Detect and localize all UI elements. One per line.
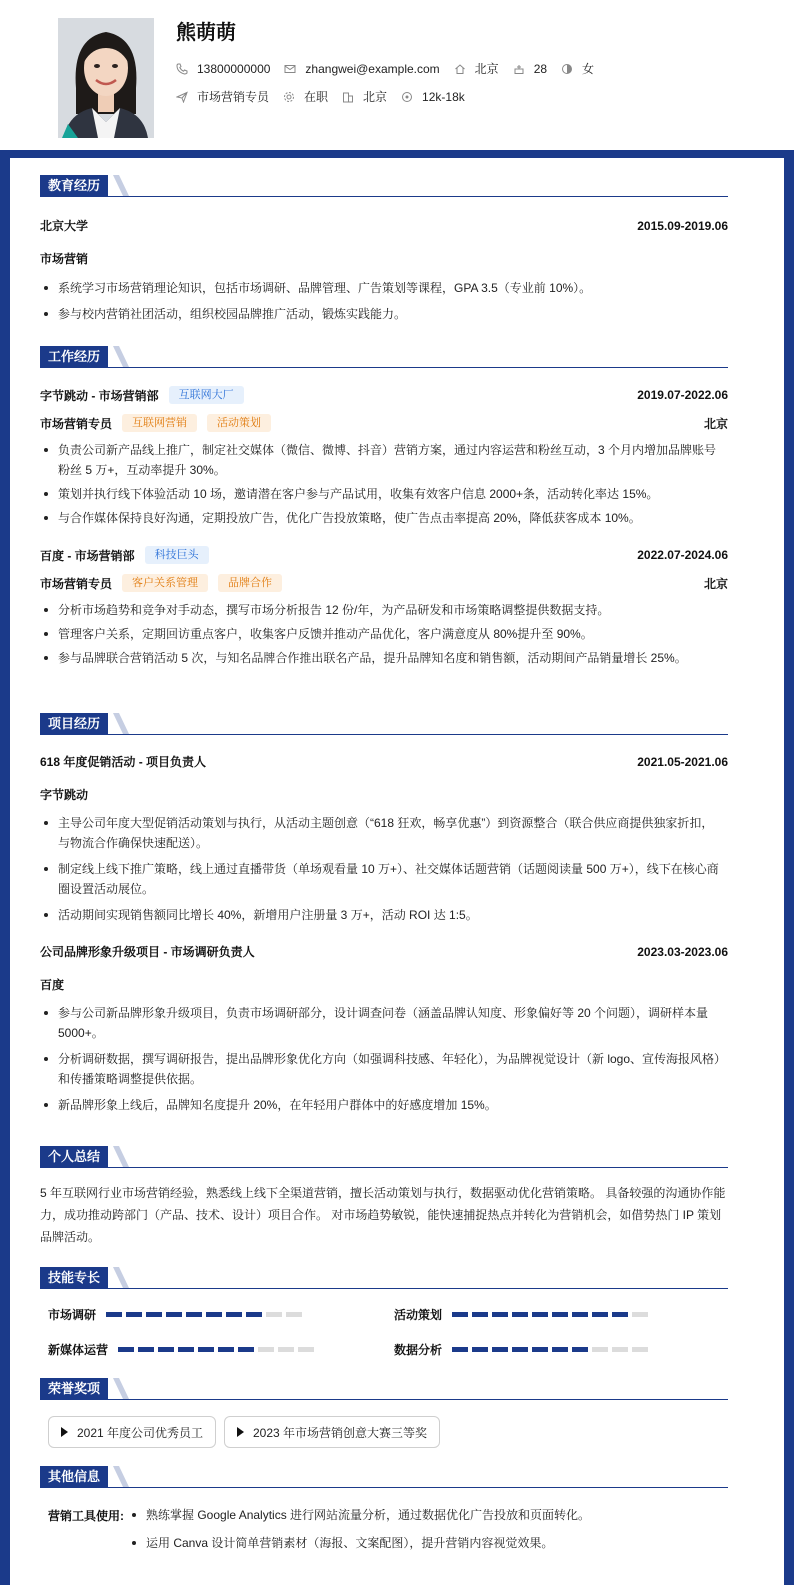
- age-item: [513, 62, 547, 76]
- edu-period: 2015.09-2019.06: [637, 218, 728, 233]
- skill-segment: [126, 1312, 142, 1317]
- work-role-row: [40, 574, 728, 592]
- role-name: 市场营销专员: [40, 416, 113, 431]
- work-location: 北京: [703, 416, 728, 431]
- skill-segment: [612, 1347, 628, 1352]
- skill-level-bar: [452, 1347, 652, 1352]
- skills-section: [40, 1267, 728, 1289]
- company-name: 字节跳动 - 市场营销部: [40, 388, 159, 403]
- skill-segment: [166, 1312, 182, 1317]
- list-item: 管理客户关系，定期回访重点客户，收集客户反馈并推动产品优化，客户满意度从 80%提升至 90%。: [40, 624, 728, 644]
- work-bullets: [40, 440, 728, 528]
- summary-text: [40, 1182, 728, 1248]
- section-stripe: [113, 346, 129, 367]
- section-header: [40, 175, 728, 197]
- mail-icon: [284, 63, 296, 75]
- skill-segment: [266, 1312, 282, 1317]
- project-org-row: [40, 786, 728, 803]
- project-bullets: [40, 1003, 728, 1115]
- skill-event-planning: [394, 1306, 652, 1323]
- section-header: [40, 1267, 728, 1289]
- project-org: 字节跳动: [40, 788, 89, 802]
- list-item-continued: 5000+。: [58, 1026, 104, 1040]
- list-item: 策划并执行线下体验活动 10 场，邀请潜在客户参与产品试用，收集有效客户信息 2000+条，活动转化率达 15%。: [40, 484, 728, 504]
- list-item: 参与品牌联合营销活动 5 次，与知名品牌合作推出联名产品，提升品牌知名度和销售额，活动期间产品销量增长 25%。: [40, 648, 728, 668]
- skill-new-media: [48, 1341, 318, 1358]
- home-icon: [454, 63, 466, 75]
- list-item: 熟练掌握 Google Analytics 进行网站流量分析，通过数据优化广告投放和页面转化。: [128, 1505, 728, 1525]
- list-item-continued: 圈设置活动展位。: [58, 882, 155, 896]
- summary-line: 力，成功推动跨部门（产品、技术、设计）项目合作。 对市场趋势敏锐，能快速捕捉热点并转化为营销机会，如借势热门 IP 策划: [40, 1208, 722, 1222]
- gear-icon: [283, 91, 295, 103]
- resume-header: [0, 0, 794, 150]
- skill-segment: [492, 1312, 508, 1317]
- contact-row: [176, 60, 608, 77]
- skill-segment: [512, 1312, 528, 1317]
- phone-icon: [176, 63, 188, 75]
- section-title: 工作经历: [40, 346, 108, 367]
- project-title: 618 年度促销活动 - 项目负责人: [40, 755, 207, 769]
- education-section: [40, 175, 728, 324]
- play-icon: [61, 1427, 68, 1437]
- edu-row: [40, 217, 728, 234]
- skill-name: 新媒体运营: [48, 1343, 109, 1357]
- company-name: 百度 - 市场营销部: [40, 548, 135, 563]
- skill-segment: [298, 1347, 314, 1352]
- project-org-row: [40, 976, 728, 993]
- list-item: 新品牌形象上线后，品牌知名度提升 20%，在年轻用户群体中的好感度增加 15%。: [40, 1095, 728, 1115]
- section-header: [40, 1146, 728, 1168]
- cake-icon: [513, 63, 525, 75]
- project-bullets: [40, 813, 728, 925]
- skill-segment: [632, 1312, 648, 1317]
- skill-level-bar: [106, 1312, 306, 1317]
- phone-item: [176, 62, 270, 76]
- project-row: [40, 943, 728, 960]
- skill-name: 市场调研: [48, 1308, 97, 1322]
- summary-line: 5 年互联网行业市场营销经验，熟悉线上线下全渠道营销，擅长活动策划与执行，数据驱动优化营销策略。 具备较强的沟通协作能: [40, 1186, 726, 1200]
- city-text: 北京: [363, 90, 388, 104]
- status-item: [283, 88, 328, 105]
- status-text: 在职: [304, 90, 329, 104]
- other-label: 营销工具使用:: [48, 1509, 124, 1523]
- skill-segment: [138, 1347, 154, 1352]
- work-role-row: [40, 414, 728, 432]
- section-header: [40, 1378, 728, 1400]
- list-item-continued: 粉丝 5 万+，互动率提升 30%。: [58, 463, 226, 477]
- skill-segment: [532, 1347, 548, 1352]
- other-section: [40, 1466, 728, 1488]
- skill-market-research: [48, 1306, 306, 1323]
- skill-segment: [286, 1312, 302, 1317]
- list-item: 与合作媒体保持良好沟通，定期投放广告，优化广告投放策略，使广告点击率提高 20%，降低获客成本 10%。: [40, 508, 728, 528]
- project-title: 公司品牌形象升级项目 - 市场调研负责人: [40, 945, 255, 959]
- company-tag: 科技巨头: [145, 546, 209, 564]
- project-row: [40, 753, 728, 770]
- list-item: 分析调研数据，撰写调研报告，提出品牌形象优化方向（如强调科技感、年轻化），为品牌视觉设计（新 logo、宣传海报风格）: [40, 1049, 728, 1069]
- skill-segment: [258, 1347, 274, 1352]
- section-stripe: [113, 1267, 129, 1288]
- award-badge: [48, 1416, 216, 1448]
- skill-segment: [452, 1312, 468, 1317]
- skill-segment: [106, 1312, 122, 1317]
- company-tag: 互联网大厂: [169, 386, 244, 404]
- section-stripe: [113, 713, 129, 734]
- project-period: 2021.05-2021.06: [637, 754, 728, 769]
- section-header: [40, 1466, 728, 1488]
- list-item: 负责公司新产品线上推广，制定社交媒体（微信、微博、抖音）营销方案，通过内容运营和粉丝互动，3 个月内增加品牌账号: [40, 440, 728, 460]
- list-item-continued: 和传播策略调整提供依据。: [58, 1072, 203, 1086]
- skill-level-bar: [118, 1347, 318, 1352]
- skill-segment: [226, 1312, 242, 1317]
- major-name: 市场营销: [40, 252, 89, 266]
- work-location: 北京: [703, 576, 728, 591]
- skill-segment: [198, 1347, 214, 1352]
- skill-segment: [206, 1312, 222, 1317]
- skill-segment: [278, 1347, 294, 1352]
- city-item: [342, 88, 387, 105]
- project-period: 2023.03-2023.06: [637, 944, 728, 959]
- section-stripe: [113, 1378, 129, 1399]
- work-bullets: [40, 600, 728, 668]
- list-item: 参与校内营销社团活动，组织校园品牌推广活动，锻炼实践能力。: [40, 304, 728, 324]
- projects-section: [40, 713, 728, 1115]
- list-item: 系统学习市场营销理论知识，包括市场调研、品牌管理、广告策划等课程，GPA 3.5（专业前 10%）。: [40, 278, 728, 298]
- project-org: 百度: [40, 978, 65, 992]
- edu-major-row: [40, 250, 728, 267]
- send-icon: [176, 91, 188, 103]
- skill-segment: [118, 1347, 134, 1352]
- skill-segment: [186, 1312, 202, 1317]
- gender-text: 女: [582, 62, 595, 76]
- age-text: 28: [533, 61, 548, 76]
- play-icon: [237, 1427, 244, 1437]
- section-header: [40, 346, 728, 368]
- skill-segment: [218, 1347, 234, 1352]
- skill-segment: [612, 1312, 628, 1317]
- other-bullets: [128, 1505, 728, 1553]
- award-badge: [224, 1416, 440, 1448]
- skill-segment: [178, 1347, 194, 1352]
- position-item: [176, 88, 269, 105]
- work-period: 2022.07-2024.06: [637, 548, 728, 562]
- work-row: [40, 386, 728, 404]
- role-tag: 品牌合作: [218, 574, 282, 592]
- role-tag: 活动策划: [207, 414, 271, 432]
- list-item: 运用 Canva 设计简单营销素材（海报、文案配图），提升营销内容视觉效果。: [128, 1533, 728, 1553]
- skill-segment: [592, 1347, 608, 1352]
- salary-item: [401, 90, 465, 104]
- location-text: 北京: [474, 62, 499, 76]
- skill-segment: [246, 1312, 262, 1317]
- building-icon: [342, 91, 354, 103]
- section-title: 其他信息: [40, 1466, 108, 1487]
- skill-name: 活动策划: [394, 1308, 443, 1322]
- skill-segment: [572, 1312, 588, 1317]
- section-title: 项目经历: [40, 713, 108, 734]
- skill-segment: [158, 1347, 174, 1352]
- skill-segment: [238, 1347, 254, 1352]
- skill-segment: [492, 1347, 508, 1352]
- skill-segment: [146, 1312, 162, 1317]
- section-stripe: [113, 1146, 129, 1167]
- role-name: 市场营销专员: [40, 576, 113, 591]
- gender-icon: [561, 63, 573, 75]
- phone-text: 13800000000: [197, 61, 271, 76]
- skill-segment: [552, 1312, 568, 1317]
- list-item: 活动期间实现销售额同比增长 40%，新增用户注册量 3 万+，活动 ROI 达 1:5。: [40, 905, 728, 925]
- role-tag: 客户关系管理: [122, 574, 208, 592]
- summary-section: [40, 1146, 728, 1248]
- candidate-name: 熊萌萌: [176, 22, 236, 44]
- skill-name: 数据分析: [394, 1343, 443, 1357]
- section-title: 个人总结: [40, 1146, 108, 1167]
- list-item-continued: 与物流合作确保快速配送）。: [58, 836, 209, 850]
- section-title: 荣誉奖项: [40, 1378, 108, 1399]
- award-text: 2021 年度公司优秀员工: [77, 1425, 204, 1440]
- skill-segment: [572, 1347, 588, 1352]
- skill-segment: [512, 1347, 528, 1352]
- skill-level-bar: [452, 1312, 652, 1317]
- location-item: [454, 60, 499, 77]
- profile-photo: [58, 18, 154, 138]
- summary-line: 品牌活动。: [40, 1230, 101, 1244]
- skill-segment: [592, 1312, 608, 1317]
- work-section: [40, 346, 728, 668]
- award-text: 2023 年市场营销创意大赛三等奖: [253, 1425, 428, 1440]
- skill-segment: [552, 1347, 568, 1352]
- job-row: [176, 88, 479, 105]
- skill-data-analysis: [394, 1341, 652, 1358]
- school-name: 北京大学: [40, 219, 89, 233]
- skill-segment: [452, 1347, 468, 1352]
- work-period: 2019.07-2022.06: [637, 388, 728, 402]
- coin-icon: [401, 91, 413, 103]
- section-header: [40, 713, 728, 735]
- section-stripe: [113, 1466, 129, 1487]
- work-row: [40, 546, 728, 564]
- email-item: [284, 62, 439, 76]
- edu-bullets: [40, 278, 728, 324]
- section-title: 教育经历: [40, 175, 108, 196]
- skill-segment: [532, 1312, 548, 1317]
- position-text: 市场营销专员: [197, 90, 270, 104]
- email-text: zhangwei@example.com: [305, 61, 440, 76]
- salary-text: 12k-18k: [422, 89, 465, 104]
- list-item: 主导公司年度大型促销活动策划与执行，从活动主题创意（“618 狂欢，畅享优惠”）到资源整合（联合供应商提供独家折扣，: [40, 813, 728, 833]
- skill-segment: [632, 1347, 648, 1352]
- list-item: 分析市场趋势和竞争对手动态，撰写市场分析报告 12 份/年，为产品研发和市场策略调整提供数据支持。: [40, 600, 728, 620]
- section-title: 技能专长: [40, 1267, 108, 1288]
- skill-segment: [472, 1347, 488, 1352]
- skill-segment: [472, 1312, 488, 1317]
- list-item: 参与公司新品牌形象升级项目，负责市场调研部分，设计调查问卷（涵盖品牌认知度、形象偏好等 20 个问题），调研样本量: [40, 1003, 728, 1023]
- section-stripe: [113, 175, 129, 196]
- role-tag: 互联网营销: [122, 414, 197, 432]
- awards-section: [40, 1378, 728, 1400]
- gender-item: [561, 60, 594, 77]
- list-item: 制定线上线下推广策略，线上通过直播带货（单场观看量 10 万+）、社交媒体话题营销（话题阅读量 500 万+），线下在核心商: [40, 859, 728, 879]
